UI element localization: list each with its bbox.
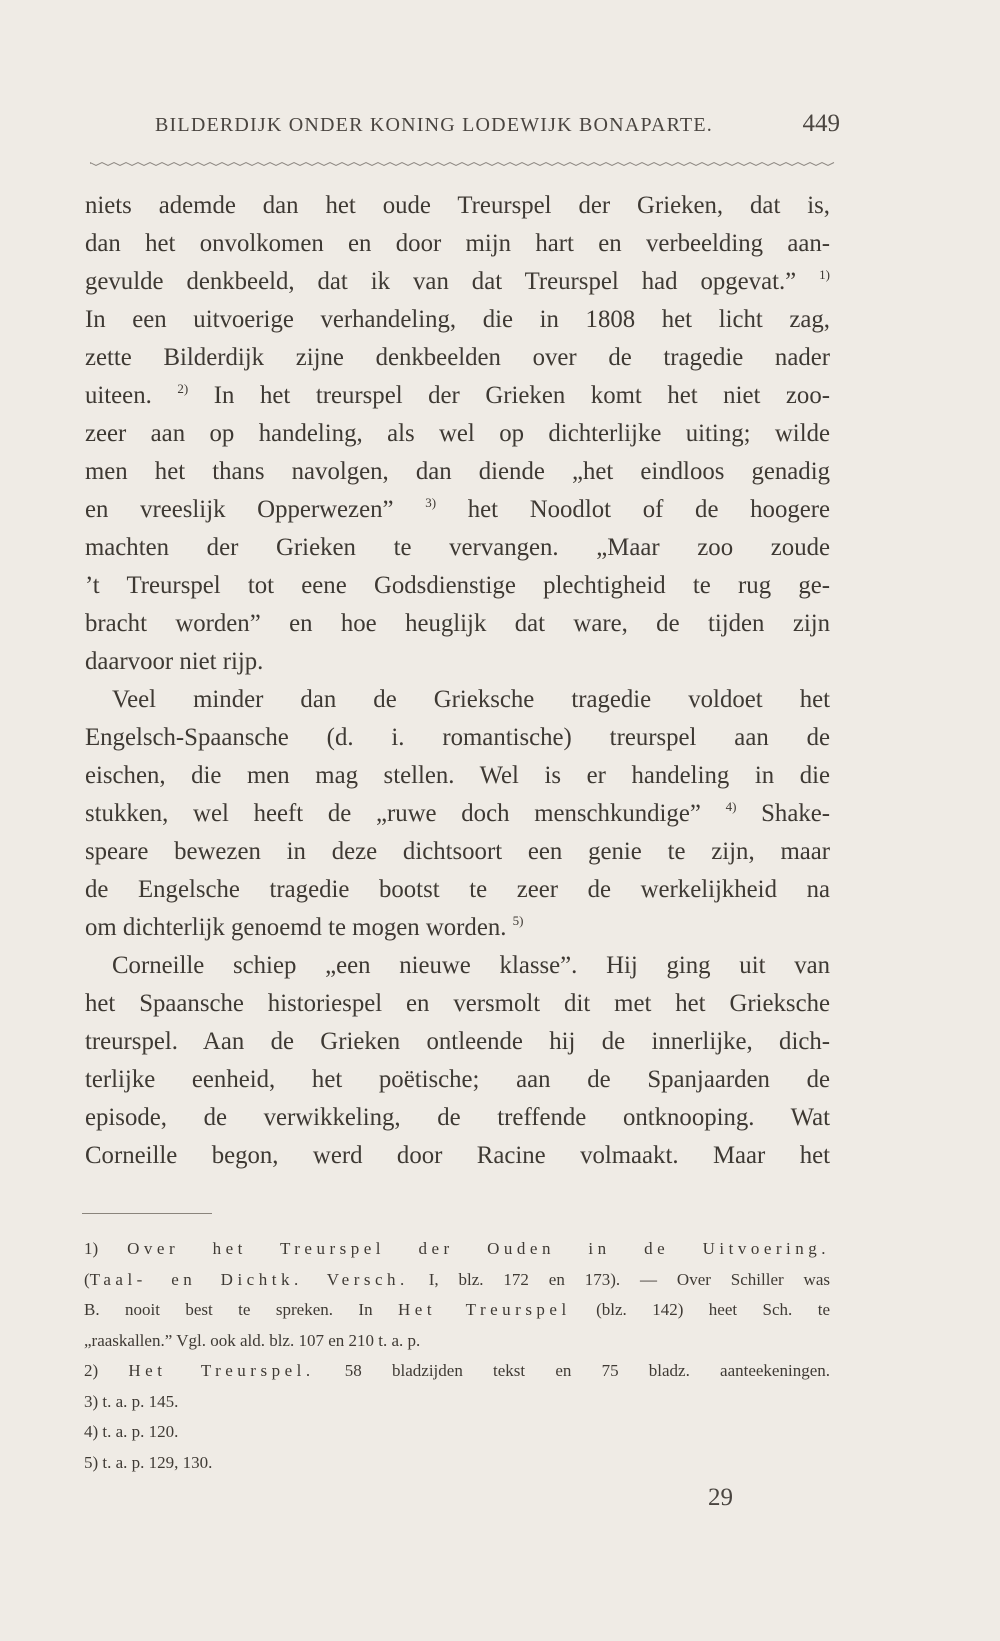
footnote-line bbox=[84, 1387, 830, 1418]
text-line-content: en vreeslijk Opperwezen” bbox=[85, 496, 426, 523]
footnote-marker: 5) bbox=[512, 913, 524, 928]
text-line-content: treurspel. Aan de Grieken ontleende hij de innerlijke, dich- bbox=[85, 1028, 830, 1055]
text-line-content: de Engelsche tragedie bootst te zeer de werkelijkheid na bbox=[85, 876, 830, 903]
text-line-content: bracht worden” en hoe heuglijk dat ware, de tijden zijn bbox=[85, 610, 830, 637]
footnote-marker: 1) bbox=[819, 267, 830, 282]
text-line-content: het Spaansche historiespel en versmolt dit met het Grieksche bbox=[85, 990, 830, 1017]
footnote-text: 2) bbox=[84, 1361, 129, 1380]
text-line-content: Corneille begon, werd door Racine volmaakt. Maar het bbox=[85, 1142, 830, 1169]
footnote-text: B. nooit best te spreken. In bbox=[84, 1300, 398, 1319]
text-line-content: het Noodlot of de hoogere bbox=[436, 496, 831, 523]
text-line bbox=[85, 985, 830, 1023]
running-header bbox=[155, 110, 840, 137]
footnote-text: 1) bbox=[84, 1239, 128, 1258]
footnote-text: Het Treurspel. bbox=[128, 1361, 315, 1380]
text-line bbox=[85, 187, 830, 225]
footnote-line bbox=[84, 1326, 830, 1357]
text-line bbox=[85, 1099, 830, 1137]
text-line bbox=[85, 491, 830, 529]
text-line bbox=[85, 377, 830, 415]
text-line bbox=[85, 795, 830, 833]
footnote-text: 4) t. a. p. 120. bbox=[84, 1422, 179, 1441]
footnote-line bbox=[84, 1356, 830, 1387]
text-line-content: episode, de verwikkeling, de treffende ontknooping. Wat bbox=[85, 1104, 830, 1131]
text-line-content: uiteen. bbox=[85, 382, 178, 409]
text-line-content: Corneille schiep „een nieuwe klasse”. Hij ging uit van bbox=[112, 952, 830, 979]
text-line-content: zeer aan op handeling, als wel op dichterlijke uiting; wilde bbox=[85, 420, 830, 447]
text-line-content: om dichterlijk genoemd te mogen worden. bbox=[85, 914, 513, 941]
text-line bbox=[85, 681, 830, 719]
text-line bbox=[85, 1023, 830, 1061]
text-line-content: Veel minder dan de Grieksche tragedie voldoet het bbox=[112, 686, 830, 713]
text-line bbox=[85, 263, 830, 301]
text-line-content: zette Bilderdijk zijne denkbeelden over de tragedie nader bbox=[85, 344, 830, 371]
text-line bbox=[85, 453, 830, 491]
text-line bbox=[85, 757, 830, 795]
footnote-text: „raaskallen.” Vgl. ook ald. blz. 107 en 210 t. a. p. bbox=[84, 1330, 421, 1350]
footnote-line bbox=[84, 1417, 830, 1448]
footnote-marker: 4) bbox=[725, 799, 737, 814]
footnote-marker: 2) bbox=[177, 381, 189, 396]
text-line-content: eischen, die men mag stellen. Wel is er handeling in die bbox=[85, 762, 830, 789]
footnotes bbox=[84, 1234, 830, 1478]
footnote-line bbox=[84, 1265, 830, 1296]
text-line-content: Engelsch-Spaansche (d. i. romantische) treurspel aan de bbox=[85, 724, 830, 751]
text-line-content: men het thans navolgen, dan diende „het eindloos genadig bbox=[85, 458, 830, 485]
footnote-text: ( bbox=[84, 1269, 90, 1289]
text-line bbox=[85, 301, 830, 339]
page-number: 449 bbox=[802, 110, 840, 137]
footnote-text: 5) t. a. p. 129, 130. bbox=[84, 1452, 213, 1472]
footnote-text: 58 bladzijden tekst en 75 bladz. aanteekeningen. bbox=[314, 1361, 830, 1380]
footnote-line bbox=[84, 1295, 830, 1326]
footnote-text: I, blz. 172 en 173). — Over Schiller was bbox=[408, 1269, 830, 1289]
footnote-text: Het Treurspel bbox=[398, 1300, 571, 1319]
header-wavy-rule bbox=[90, 160, 835, 168]
running-title: BILDERDIJK ONDER KONING LODEWIJK BONAPARTE. bbox=[155, 114, 713, 136]
text-line bbox=[85, 225, 830, 263]
text-line bbox=[85, 947, 830, 985]
text-line bbox=[85, 719, 830, 757]
footnote-separator bbox=[82, 1213, 212, 1214]
text-line bbox=[85, 605, 830, 643]
text-line bbox=[85, 339, 830, 377]
text-line bbox=[85, 833, 830, 871]
text-line-content: stukken, wel heeft de „ruwe doch menschkundige” bbox=[85, 800, 726, 827]
text-line bbox=[85, 909, 830, 947]
body-text bbox=[85, 187, 830, 1175]
signature-mark: 29 bbox=[708, 1484, 733, 1511]
text-line bbox=[85, 871, 830, 909]
text-line-content: speare bewezen in deze dichtsoort een genie te zijn, maar bbox=[85, 838, 830, 865]
text-line-content: niets ademde dan het oude Treurspel der Grieken, dat is, bbox=[85, 192, 830, 219]
text-line-content: daarvoor niet rijp. bbox=[85, 648, 264, 675]
footnote-marker: 3) bbox=[425, 495, 437, 510]
text-line-content: ’t Treurspel tot eene Godsdienstige plechtigheid te rug ge- bbox=[85, 572, 830, 599]
text-line-content: gevulde denkbeeld, dat ik van dat Treurspel had opgevat.” bbox=[85, 268, 820, 295]
text-line-content: Shake- bbox=[736, 800, 830, 827]
text-line-content: In een uitvoerige verhandeling, die in 1808 het licht zag, bbox=[85, 306, 830, 333]
text-line bbox=[85, 1061, 830, 1099]
text-line-content: In het treurspel der Grieken komt het niet zoo- bbox=[188, 382, 830, 409]
footnote-line bbox=[84, 1448, 830, 1479]
text-line bbox=[85, 1137, 830, 1175]
text-line bbox=[85, 643, 830, 681]
text-line-content: dan het onvolkomen en door mijn hart en verbeelding aan- bbox=[85, 230, 830, 257]
text-line-content: terlijke eenheid, het poëtische; aan de Spanjaarden de bbox=[85, 1066, 830, 1093]
footnote-text: Taal- en Dichtk. Versch. bbox=[89, 1269, 409, 1289]
text-line bbox=[85, 415, 830, 453]
footnote-line bbox=[84, 1234, 830, 1265]
footnote-text: (blz. 142) heet Sch. te bbox=[570, 1300, 830, 1319]
text-line-content: machten der Grieken te vervangen. „Maar zoo zoude bbox=[85, 534, 830, 561]
footnote-text: Over het Treurspel der Ouden in de Uitvoering. bbox=[127, 1239, 830, 1258]
footnote-text: 3) t. a. p. 145. bbox=[84, 1391, 179, 1411]
text-line bbox=[85, 567, 830, 605]
text-line bbox=[85, 529, 830, 567]
